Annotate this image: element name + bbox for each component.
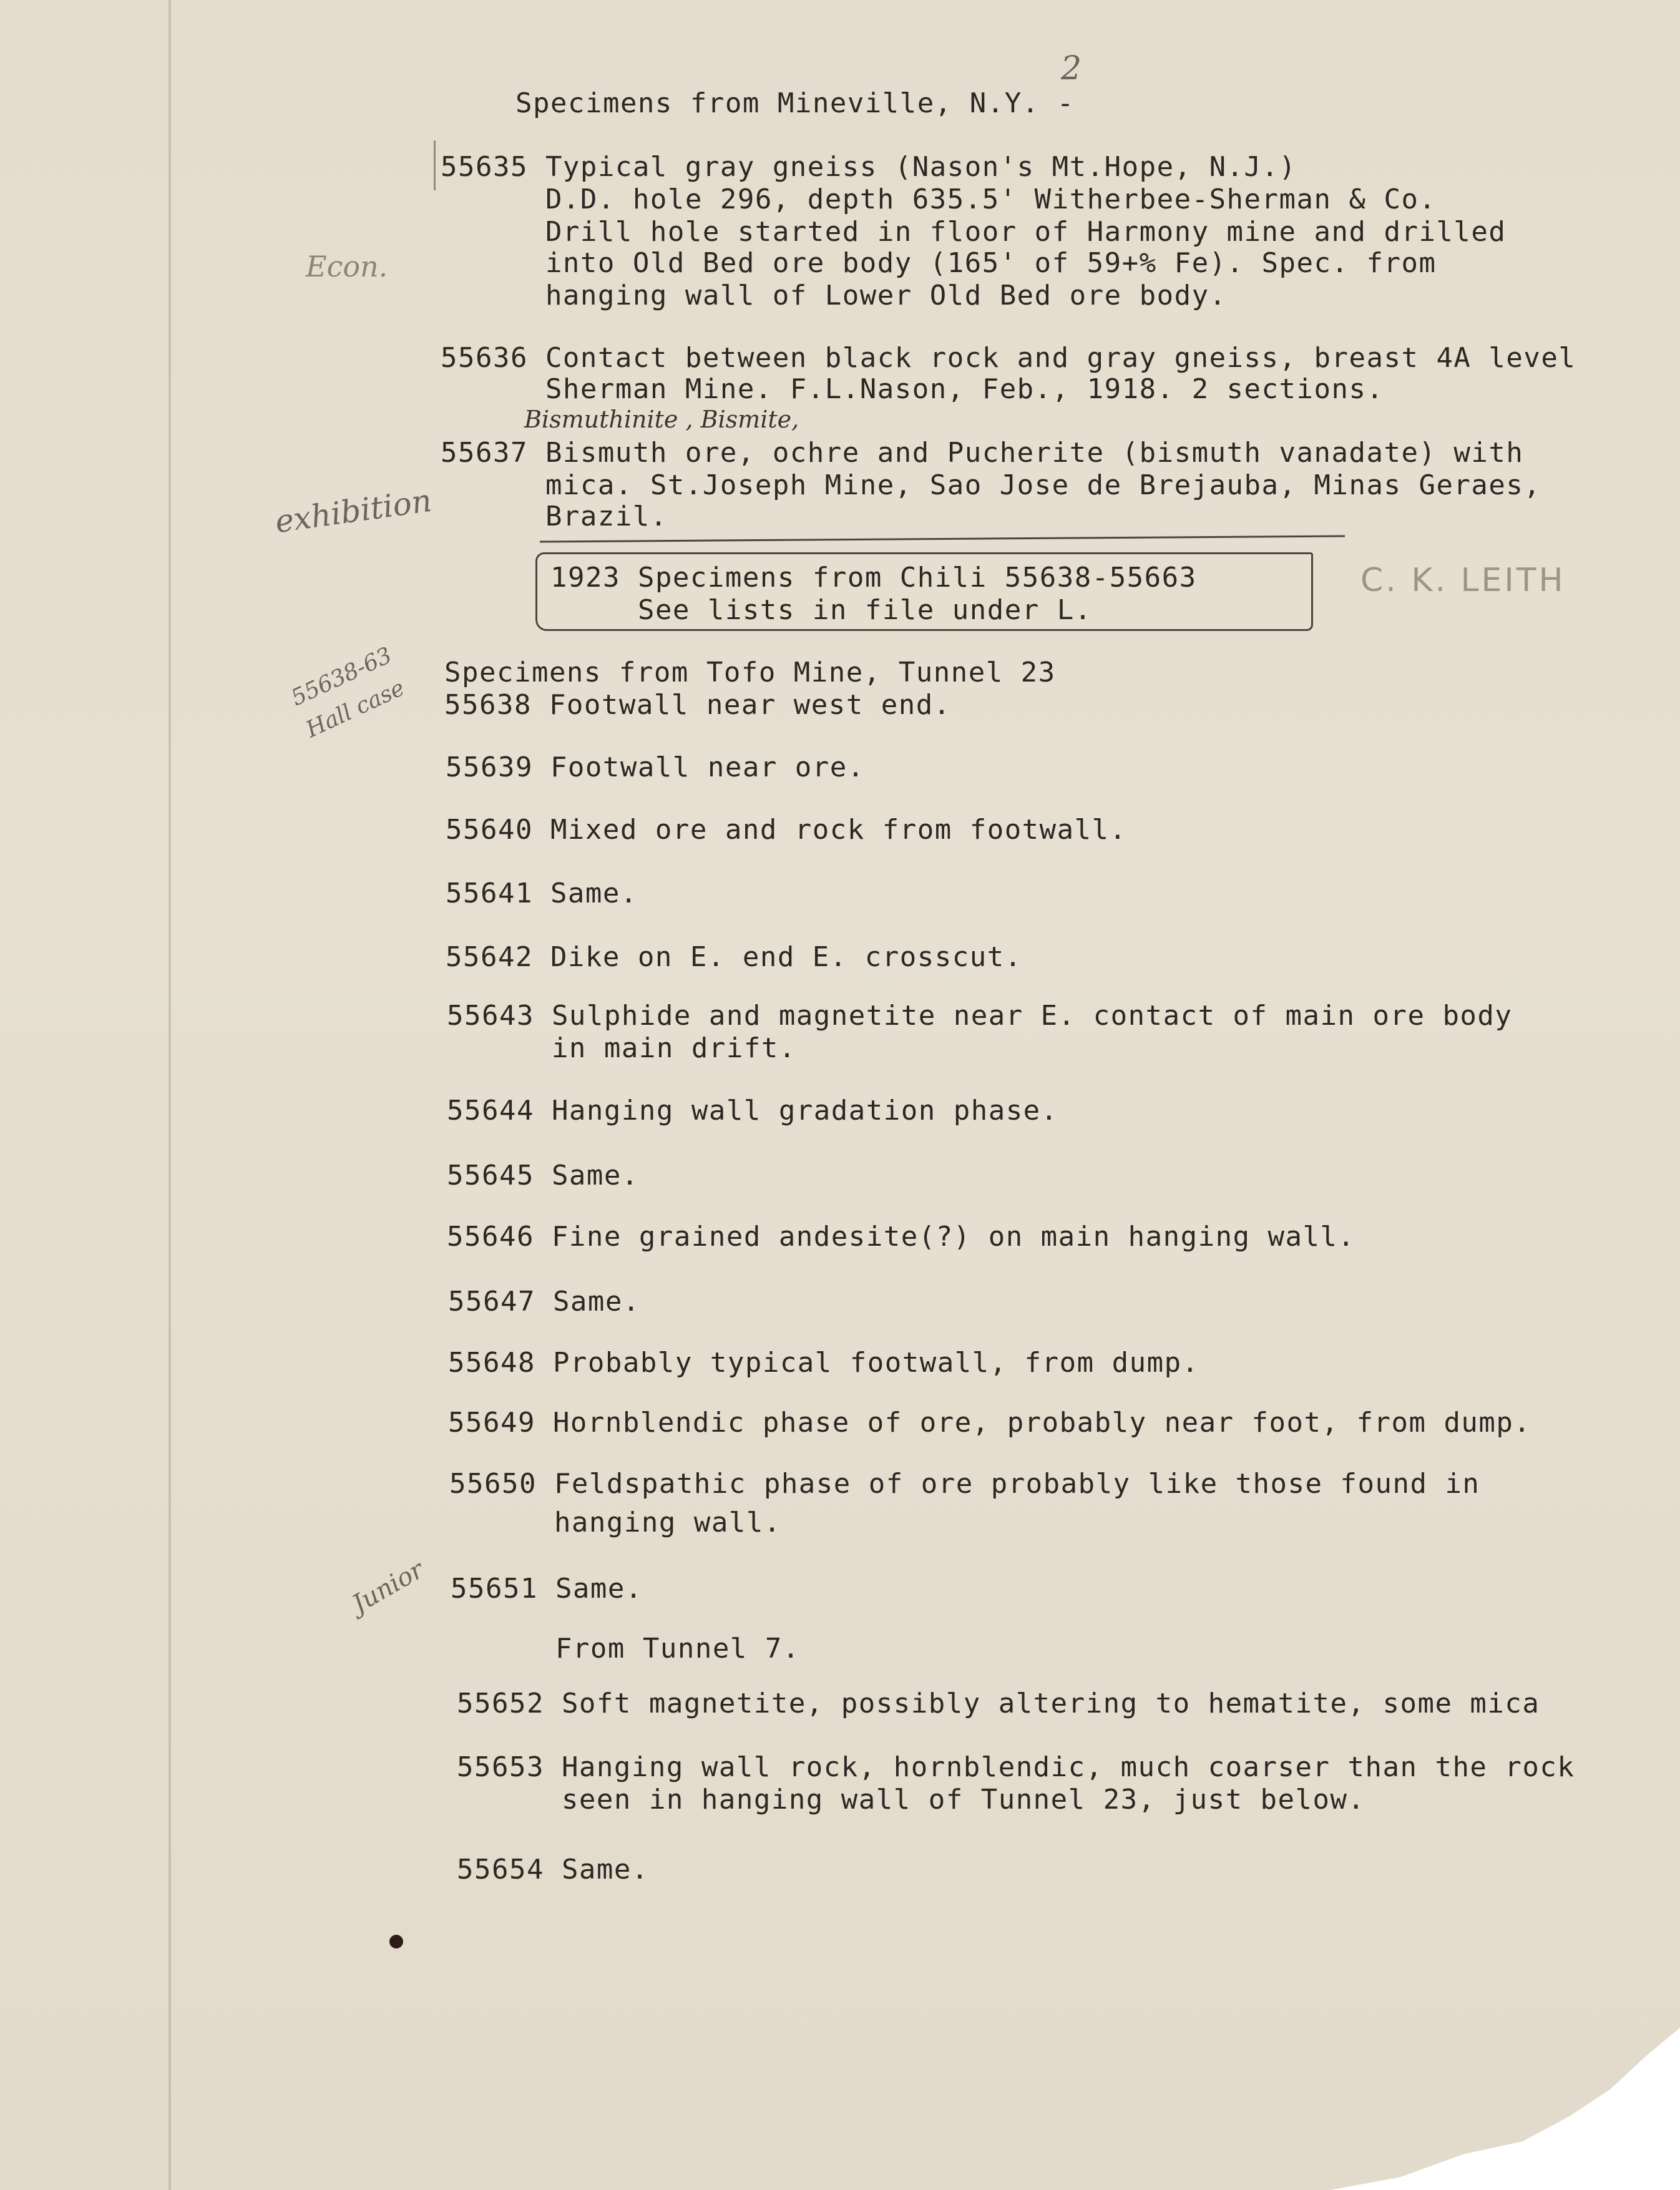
chili-note-line: See lists in file under L. [550,594,1092,626]
entry-line: 55651 Same. [451,1573,643,1605]
entry-line: 55636 Contact between black rock and gray gneiss, breast 4A level [441,342,1576,374]
entry-line: 55637 Bismuth ore, ochre and Pucherite (bismuth vanadate) with [441,437,1524,469]
entry-line: Drill hole started in floor of Harmony mine and drilled [441,216,1507,248]
chili-note-line: 1923 Specimens from Chili 55638-55663 [550,562,1197,594]
binding-line [168,0,171,2190]
entry-line: seen in hanging wall of Tunnel 23, just below. [457,1784,1365,1816]
entry-line: 55648 Probably typical footwall, from dump. [448,1347,1199,1379]
page-number: 2 [1061,50,1082,87]
entry-line: 55649 Hornblendic phase of ore, probably near foot, from dump. [448,1407,1531,1439]
handwritten-hall-case-note: 55638-63 Hall case [287,642,409,743]
handwritten-junior-note: Junior [347,1555,429,1619]
torn-corner [1331,2028,1680,2190]
entry-line: 55647 Same. [448,1286,640,1317]
handwritten-exhibition-note: exhibition [273,482,434,540]
entry-line: hanging wall. [449,1507,781,1538]
entry-line: Brazil. [441,501,668,532]
entry-line: 55645 Same. [447,1160,639,1191]
entry-line: hanging wall of Lower Old Bed ore body. [441,280,1227,311]
entry-line: 55653 Hanging wall rock, hornblendic, much coarser than the rock [457,1751,1575,1783]
handwritten-econ-note: Econ. [306,250,388,283]
handwritten-bismuth-note: Bismuthinite , Bismite, [524,406,799,433]
entry-line: 55652 Soft magnetite, possibly altering to hematite, some mica [457,1688,1540,1719]
entry-line: 55644 Hanging wall gradation phase. [447,1095,1058,1127]
entry-line: 55639 Footwall near ore. [446,751,865,783]
entry-line: 55643 Sulphide and magnetite near E. contact of main ore body [447,1000,1513,1032]
entry-line: in main drift. [447,1032,796,1064]
entry-line: 55635 Typical gray gneiss (Nason's Mt.Hope, N.J.) [441,151,1297,183]
document-header: Specimens from Mineville, N.Y. - [515,87,1075,119]
entry-line: 55654 Same. [457,1854,649,1885]
entry-line: D.D. hole 296, depth 635.5' Witherbee-Sherman & Co. [441,183,1437,215]
entry-line: Specimens from Tofo Mine, Tunnel 23 [444,657,1056,688]
entry-line: 55642 Dike on E. end E. crosscut. [446,941,1022,973]
entry-line: 55650 Feldspathic phase of ore probably like those found in [449,1468,1480,1500]
entry-line: 55640 Mixed ore and rock from footwall. [446,814,1127,846]
pencil-rule [540,535,1345,542]
entry-line: 55646 Fine grained andesite(?) on main hanging wall. [447,1221,1355,1253]
entry-line: Sherman Mine. F.L.Nason, Feb., 1918. 2 sections. [441,373,1384,405]
entry-line: 55638 Footwall near west end. [444,689,951,721]
ink-blot [389,1935,403,1948]
entry-line: into Old Bed ore body (165' of 59+% Fe). Spec. from [441,247,1437,279]
entry-line: 55641 Same. [446,877,638,909]
entry-line: From Tunnel 7. [451,1633,800,1664]
entry-line: mica. St.Joseph Mine, Sao Jose de Brejauba, Minas Geraes, [441,469,1541,501]
margin-bracket [434,140,436,190]
handwritten-leith-note: C. K. LEITH [1360,562,1566,599]
